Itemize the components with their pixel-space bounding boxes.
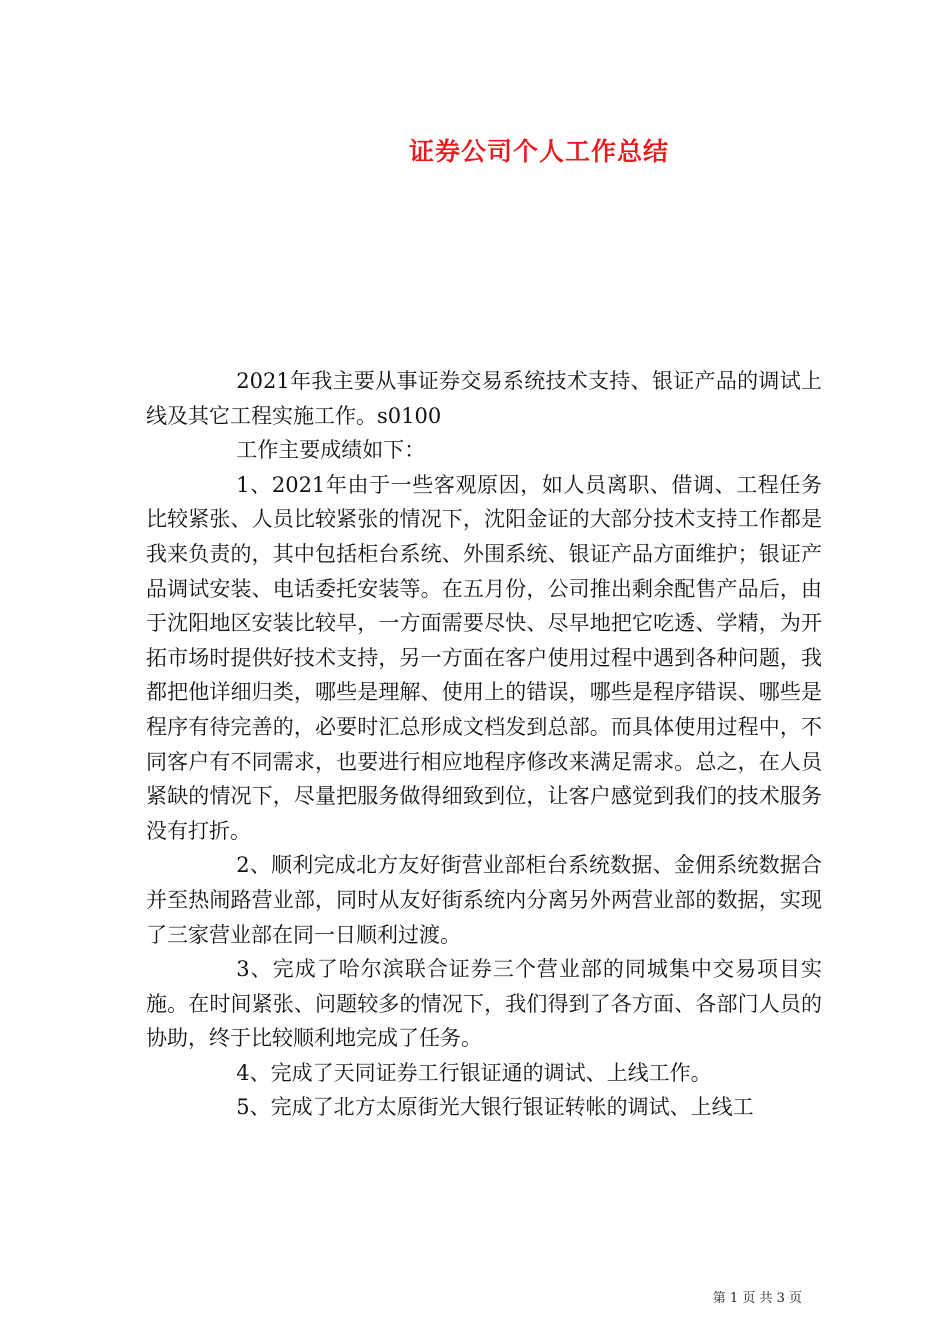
document-title: 证券公司个人工作总结 — [408, 137, 669, 166]
document-body — [146, 364, 822, 1125]
paragraph-item-2: 2、顺利完成北方友好街营业部柜台系统数据、金佣系统数据合并至热闹路营业部，同时从友好街系统内分离另外两营业部的数据，实现了三家营业部在同一日顺利过渡。 — [146, 853, 822, 947]
paragraph-item-3: 3、完成了哈尔滨联合证券三个营业部的同城集中交易项目实施。在时间紧张、问题较多的情况下，我们得到了各方面、各部门人员的协助，终于比较顺利地完成了任务。 — [146, 957, 822, 1051]
paragraph-item-4: 4、完成了天同证券工行银证通的调试、上线工作。 — [236, 1060, 712, 1085]
paragraph-achievements-heading: 工作主要成绩如下： — [236, 438, 426, 463]
page-number-footer: 第 1 页 共 3 页 — [712, 1291, 802, 1306]
paragraph-intro: 2021年我主要从事证券交易系统技术支持、银证产品的调试上线及其它工程实施工作。s0100 — [146, 369, 822, 428]
paragraph-item-5: 5、完成了北方太原街光大银行银证转帐的调试、上线工 — [236, 1095, 754, 1120]
paragraph-item-1: 1、2021年由于一些客观原因，如人员离职、借调、工程任务比较紧张、人员比较紧张的情况下，沈阳金证的大部分技术支持工作都是我来负责的，其中包括柜台系统、外围系统、银证产品方面维护；银证产品调试安装、电话委托安装等。在五月份，公司推出剩余配售产品后，由于沈阳地区安装比较早，一方面需要尽快、尽早地把它吃透、学精，为开拓市场时提供好技术支持，另一方面在客户使用过程中遇到各种问题，我都把他详细归类，哪些是理解、使用上的错误，哪些是程序错误、哪些是程序有待完善的，必要时汇总形成文档发到总部。而具体使用过程中，不同客户有不同需求，也要进行相应地程序修改来满足需求。总之，在人员紧缺的情况下，尽量把服务做得细致到位，让客户感觉到我们的技术服务没有打折。 — [146, 472, 822, 843]
